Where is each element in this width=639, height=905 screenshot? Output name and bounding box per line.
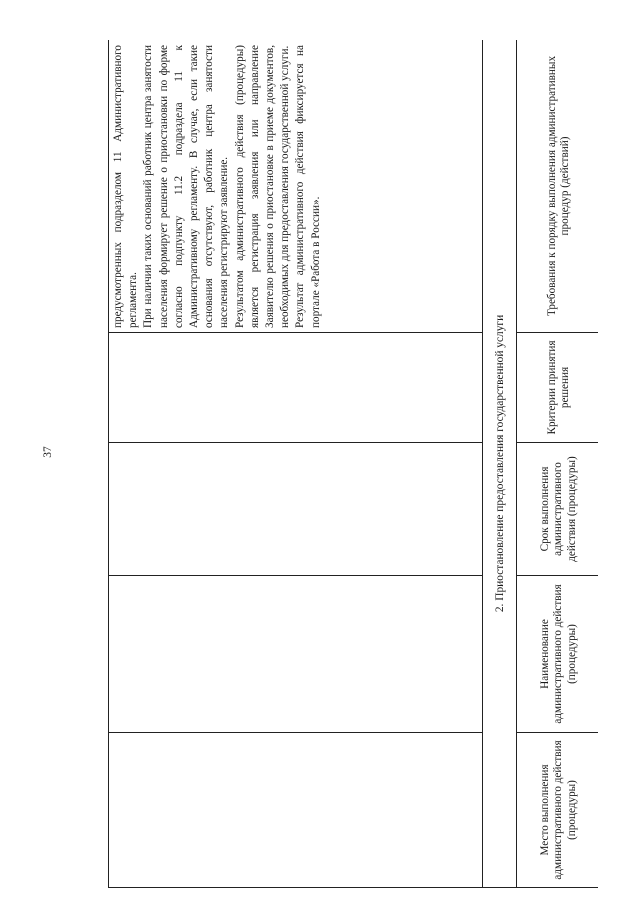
section-row — [483, 40, 517, 888]
continuation-row — [109, 40, 483, 888]
requirements-text-cell: предусмотренных подразделом 11 Административного регламента. При наличии таких оснований работник центра занятости населения формирует решение о приостановки по форме согласно подпункту 11.2 подраздела 11 к Административному регламенту. В случае, если такие основания отсутствуют, работник центра занятости населения регистрируют заявление. Результатом административного действия (процедуры) является регистрация заявления или направление Заявителю решения о приостановке в приеме документов, необходимых для предоставления государственной услуги. Результат административного действия фиксируется на портале «Работа в России». — [109, 40, 483, 333]
column-header: Срок выполнения административного действия (процедуры) — [517, 443, 599, 576]
empty-cell — [109, 333, 483, 443]
rotated-table-frame — [108, 40, 598, 888]
column-header: Критерии принятия решения — [517, 333, 599, 443]
column-header: Требования к порядку выполнения административных процедур (действий) — [517, 40, 599, 333]
empty-cell — [109, 443, 483, 576]
section-title: 2. Приостановление предоставления государственной услуги — [483, 40, 517, 888]
empty-cell — [109, 733, 483, 888]
table-content — [108, 40, 598, 888]
column-header: Наименование административного действия (процедуры) — [517, 576, 599, 733]
column-header: Место выполнения административного действия (процедуры) — [517, 733, 599, 888]
empty-cell — [109, 576, 483, 733]
procedure-table — [108, 40, 598, 888]
page-number: 37 — [42, 446, 54, 458]
header-row — [517, 40, 599, 888]
